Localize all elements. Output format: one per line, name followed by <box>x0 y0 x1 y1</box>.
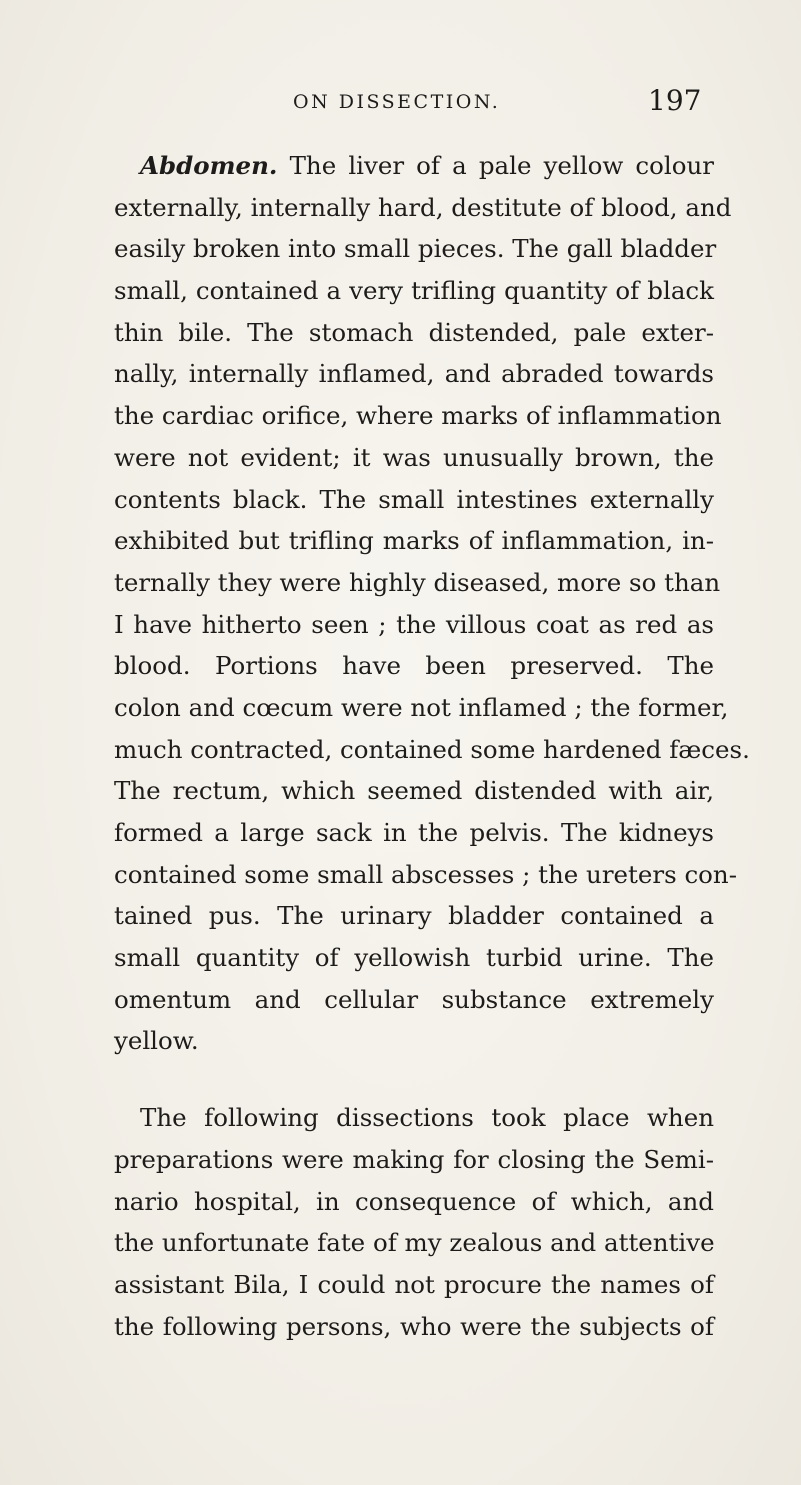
section-lead: Abdomen. <box>140 151 278 180</box>
text-line: yellow. <box>114 1026 199 1056</box>
text-line: The following dissections took place when <box>140 1103 714 1133</box>
text-line: the unfortunate fate of my zealous and attentive <box>114 1228 715 1258</box>
text-line: the cardiac orifice, where marks of inflammation <box>114 401 722 431</box>
text-line <box>114 145 714 187</box>
text-line: colon and cœcum were not inflamed ; the former, <box>114 692 729 722</box>
text-line: tained pus. The urinary bladder contained a <box>114 901 714 931</box>
text-line: blood. Portions have been preserved. The <box>114 651 714 681</box>
text-line: exhibited but trifling marks of inflammation, in- <box>114 526 714 556</box>
text-line: The rectum, which seemed distended with air, <box>114 776 714 806</box>
text-line: small, contained a very trifling quantity of black <box>114 276 714 306</box>
text-line: nally, internally inflamed, and abraded towards <box>114 359 714 389</box>
text-line: small quantity of yellowish turbid urine. The <box>114 943 714 973</box>
text-line: thin bile. The stomach distended, pale exter- <box>114 317 714 347</box>
paragraph-gap <box>114 1062 714 1097</box>
page-number: 197 <box>648 84 702 117</box>
body-text <box>114 145 750 1347</box>
text-line: preparations were making for closing the Semi- <box>114 1144 714 1174</box>
text-line: easily broken into small pieces. The gall bladder <box>114 234 717 264</box>
text-line: the following persons, who were the subjects of <box>114 1311 714 1341</box>
text-line: contained some small abscesses ; the ureters con- <box>114 859 737 889</box>
text-line: I have hitherto seen ; the villous coat as red as <box>114 609 714 639</box>
text-line: nario hospital, in consequence of which, and <box>114 1186 714 1216</box>
text-line: omentum and cellular substance extremely <box>114 984 714 1014</box>
paragraph-abdomen <box>114 145 750 1062</box>
text-line: formed a large sack in the pelvis. The kidneys <box>114 818 714 847</box>
paragraph-dissections <box>114 1097 714 1347</box>
text-line: much contracted, contained some hardened fæces. <box>114 734 750 764</box>
text-line: were not evident; it was unusually brown, the <box>114 442 714 472</box>
running-title: ON DISSECTION. <box>293 91 501 113</box>
running-head <box>0 81 801 121</box>
text-line-content: The liver of a pale yellow colour <box>277 151 714 180</box>
text-line: assistant Bila, I could not procure the names of <box>114 1269 714 1299</box>
text-line: contents black. The small intestines externally <box>114 484 714 514</box>
text-line: externally, internally hard, destitute of blood, and <box>114 192 732 222</box>
text-line: ternally they were highly diseased, more so than <box>114 567 721 597</box>
